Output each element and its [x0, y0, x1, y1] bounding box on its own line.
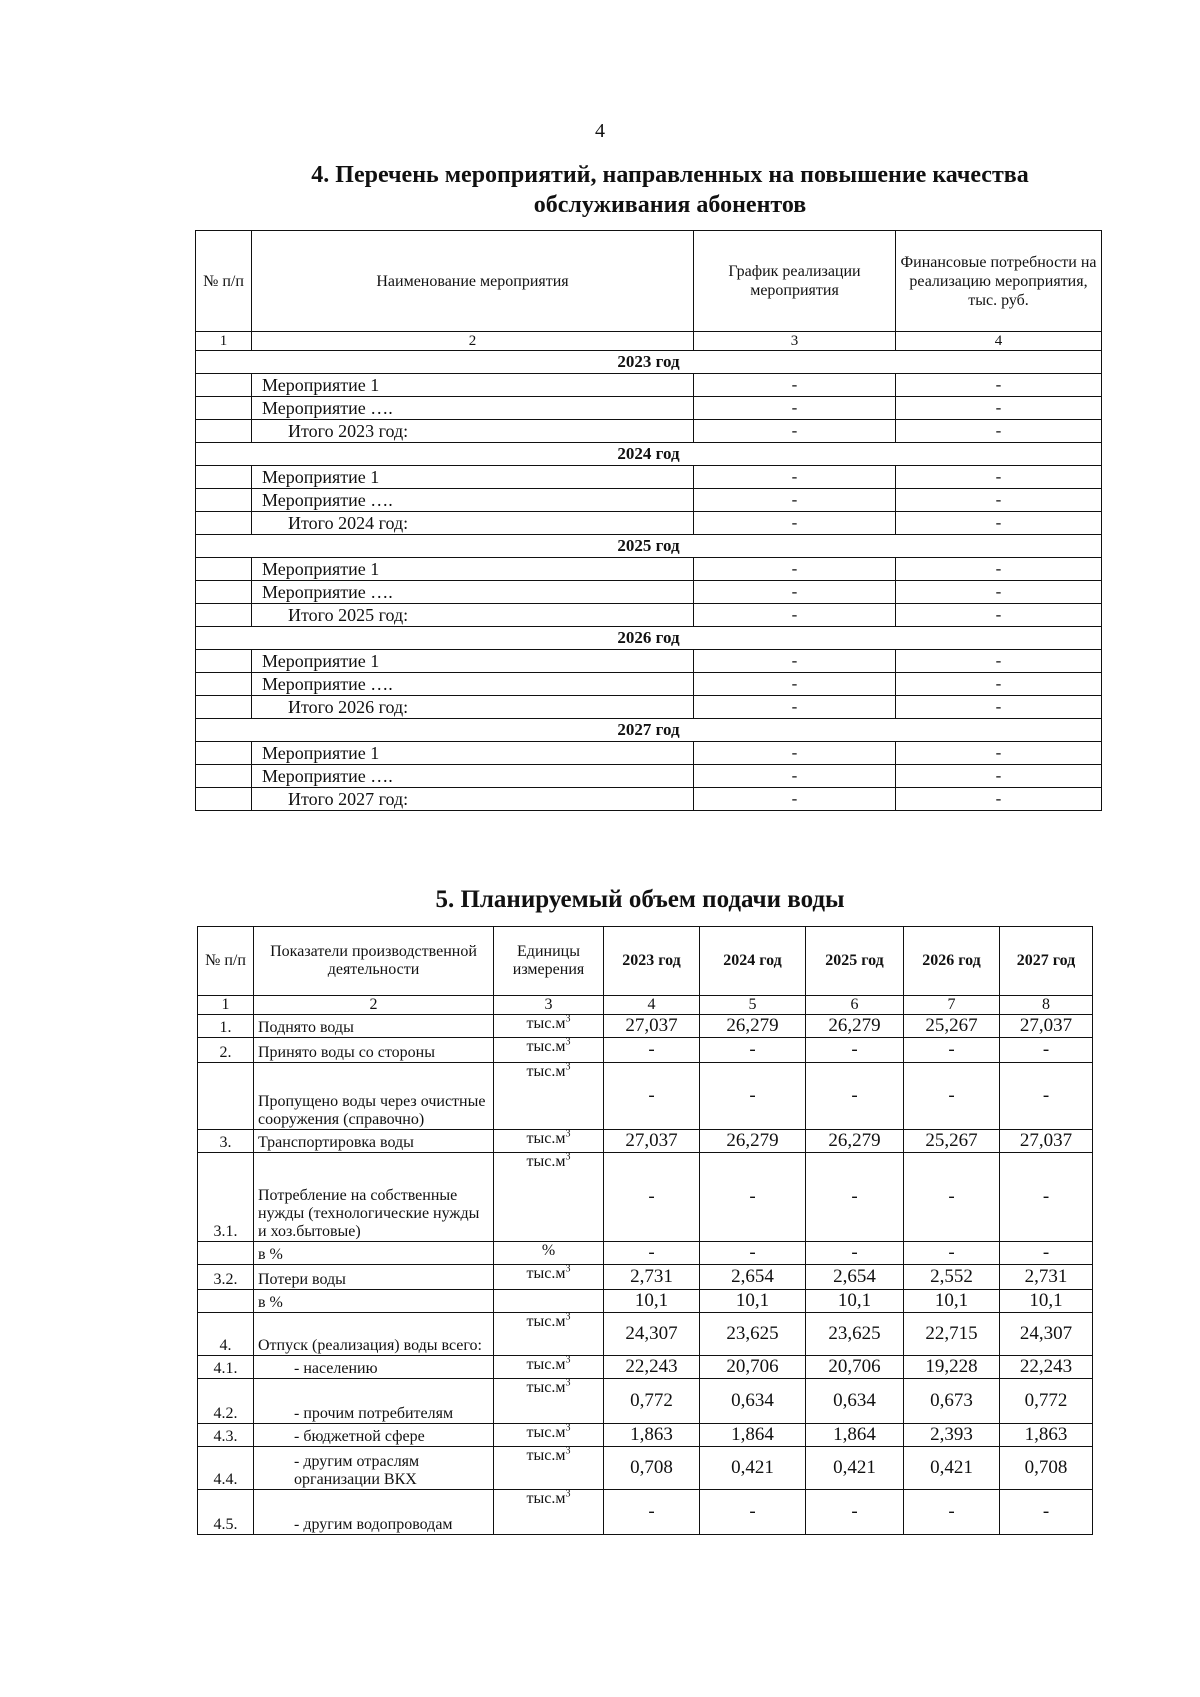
- table-row: [198, 1265, 1093, 1290]
- measure-name: Мероприятие 1: [252, 650, 694, 673]
- indicator-name: Отпуск (реализация) воды всего:: [254, 1313, 494, 1356]
- indicator-name: Принято воды со стороны: [254, 1038, 494, 1063]
- header-cell: 2023 год: [604, 927, 700, 996]
- value-cell: 27,037: [604, 1130, 700, 1153]
- value-cell: -: [806, 1153, 904, 1242]
- column-numbers-row: [198, 996, 1093, 1015]
- finance-cell: -: [896, 650, 1102, 673]
- value-cell: 10,1: [904, 1290, 1000, 1313]
- value-cell: 1,864: [806, 1424, 904, 1447]
- value-cell: -: [604, 1063, 700, 1130]
- unit-cell: $тыс.м^3$: [494, 1130, 604, 1153]
- column-number: 8: [1000, 996, 1093, 1015]
- value-cell: -: [700, 1490, 806, 1535]
- table-row: [196, 765, 1102, 788]
- value-cell: 10,1: [1000, 1290, 1093, 1313]
- indicator-name: Поднято воды: [254, 1015, 494, 1038]
- measure-name: Мероприятие 1: [252, 742, 694, 765]
- value-cell: -: [604, 1490, 700, 1535]
- table-row: [196, 673, 1102, 696]
- row-number: [198, 1242, 254, 1265]
- table-row: [198, 1379, 1093, 1424]
- total-row: [196, 512, 1102, 535]
- section4-title: 4. Перечень мероприятий, направленных на повышение качества обслуживания абонентов: [311, 162, 1029, 218]
- value-cell: -: [1000, 1490, 1093, 1535]
- measures-table: [195, 230, 1102, 811]
- value-cell: -: [604, 1242, 700, 1265]
- unit-superscript: 3: [565, 1422, 571, 1434]
- finance-cell: -: [896, 742, 1102, 765]
- schedule-cell: -: [694, 512, 896, 535]
- value-cell: 2,654: [806, 1265, 904, 1290]
- value-cell: -: [700, 1038, 806, 1063]
- value-cell: 27,037: [1000, 1130, 1093, 1153]
- value-cell: 1,863: [604, 1424, 700, 1447]
- value-cell: -: [700, 1242, 806, 1265]
- year-label: 2026 год: [196, 627, 1102, 650]
- row-number: 2.: [198, 1038, 254, 1063]
- row-number: 4.2.: [198, 1379, 254, 1424]
- unit-superscript: 3: [565, 1061, 571, 1073]
- schedule-cell: -: [694, 696, 896, 719]
- value-cell: 22,243: [604, 1356, 700, 1379]
- value-cell: 26,279: [700, 1015, 806, 1038]
- table-row: [196, 374, 1102, 397]
- header-cell: 2024 год: [700, 927, 806, 996]
- value-cell: 10,1: [604, 1290, 700, 1313]
- water-supply-table: [197, 926, 1093, 1535]
- schedule-cell: -: [694, 650, 896, 673]
- schedule-cell: -: [694, 673, 896, 696]
- total-label: Итого 2027 год:: [252, 788, 694, 811]
- finance-cell: -: [896, 466, 1102, 489]
- unit-cell: $тыс.м^3$: [494, 1015, 604, 1038]
- schedule-cell: -: [694, 581, 896, 604]
- year-label: 2024 год: [196, 443, 1102, 466]
- table-row: [196, 397, 1102, 420]
- row-number: 4.1.: [198, 1356, 254, 1379]
- row-number: [196, 420, 252, 443]
- schedule-cell: -: [694, 397, 896, 420]
- schedule-cell: -: [694, 558, 896, 581]
- value-cell: 24,307: [604, 1313, 700, 1356]
- finance-cell: -: [896, 765, 1102, 788]
- value-cell: 20,706: [700, 1356, 806, 1379]
- value-cell: 0,673: [904, 1379, 1000, 1424]
- column-numbers-row: [196, 332, 1102, 351]
- table-row: [196, 558, 1102, 581]
- table-row: [196, 489, 1102, 512]
- row-number: [198, 1063, 254, 1130]
- column-number: 7: [904, 996, 1000, 1015]
- header-cell: Показатели производственной деятельности: [254, 927, 494, 996]
- row-number: 3.1.: [198, 1153, 254, 1242]
- table-row: [198, 1063, 1093, 1130]
- total-label: Итого 2026 год:: [252, 696, 694, 719]
- row-number: [196, 512, 252, 535]
- value-cell: -: [904, 1153, 1000, 1242]
- value-cell: 0,634: [806, 1379, 904, 1424]
- value-cell: 0,772: [1000, 1379, 1093, 1424]
- table-row: [196, 581, 1102, 604]
- unit-superscript: 3: [565, 1311, 571, 1323]
- table-row: [198, 1242, 1093, 1265]
- value-cell: 2,393: [904, 1424, 1000, 1447]
- row-number: 4.5.: [198, 1490, 254, 1535]
- value-cell: -: [1000, 1038, 1093, 1063]
- value-cell: 1,864: [700, 1424, 806, 1447]
- value-cell: 22,243: [1000, 1356, 1093, 1379]
- value-cell: 0,772: [604, 1379, 700, 1424]
- page-number: 4: [595, 120, 605, 142]
- value-cell: 2,654: [700, 1265, 806, 1290]
- year-row: [196, 351, 1102, 374]
- unit-cell: [494, 1290, 604, 1313]
- column-number: 2: [254, 996, 494, 1015]
- row-number: [196, 397, 252, 420]
- year-label: 2025 год: [196, 535, 1102, 558]
- value-cell: -: [904, 1490, 1000, 1535]
- table-row: [198, 1447, 1093, 1490]
- row-number: [196, 696, 252, 719]
- value-cell: -: [604, 1038, 700, 1063]
- finance-cell: -: [896, 788, 1102, 811]
- indicator-name: Потребление на собственные нужды (технологические нужды и хоз.бытовые): [254, 1153, 494, 1242]
- measure-name: Мероприятие 1: [252, 558, 694, 581]
- column-number: 1: [198, 996, 254, 1015]
- total-row: [196, 420, 1102, 443]
- table-row: [196, 742, 1102, 765]
- value-cell: 1,863: [1000, 1424, 1093, 1447]
- value-cell: 23,625: [700, 1313, 806, 1356]
- header-cell: Единицы измерения: [494, 927, 604, 996]
- column-number: 3: [694, 332, 896, 351]
- year-label: 2023 год: [196, 351, 1102, 374]
- value-cell: 0,421: [806, 1447, 904, 1490]
- row-number: [196, 466, 252, 489]
- header-cell: № п/п: [198, 927, 254, 996]
- header-cell: Наименование мероприятия: [252, 231, 694, 332]
- value-cell: 0,634: [700, 1379, 806, 1424]
- schedule-cell: -: [694, 742, 896, 765]
- value-cell: 0,708: [604, 1447, 700, 1490]
- value-cell: 24,307: [1000, 1313, 1093, 1356]
- row-number: [196, 489, 252, 512]
- unit-superscript: 3: [565, 1151, 571, 1163]
- table-row: [196, 650, 1102, 673]
- schedule-cell: -: [694, 604, 896, 627]
- header-cell: № п/п: [196, 231, 252, 332]
- year-row: [196, 443, 1102, 466]
- value-cell: 0,421: [700, 1447, 806, 1490]
- row-number: [196, 673, 252, 696]
- unit-cell: $тыс.м^3$: [494, 1265, 604, 1290]
- row-number: [196, 558, 252, 581]
- unit-superscript: 3: [565, 1488, 571, 1500]
- row-number: 4.: [198, 1313, 254, 1356]
- unit-superscript: 3: [565, 1013, 571, 1025]
- unit-superscript: 3: [565, 1036, 571, 1048]
- row-number: [196, 650, 252, 673]
- value-cell: 2,552: [904, 1265, 1000, 1290]
- column-number: 1: [196, 332, 252, 351]
- row-number: 3.: [198, 1130, 254, 1153]
- value-cell: 27,037: [604, 1015, 700, 1038]
- row-number: [196, 604, 252, 627]
- measure-name: Мероприятие ….: [252, 765, 694, 788]
- indicator-name: Пропущено воды через очистные сооружения (справочно): [254, 1063, 494, 1130]
- schedule-cell: -: [694, 374, 896, 397]
- value-cell: -: [806, 1063, 904, 1130]
- value-cell: -: [904, 1063, 1000, 1130]
- value-cell: 27,037: [1000, 1015, 1093, 1038]
- finance-cell: -: [896, 489, 1102, 512]
- row-number: 3.2.: [198, 1265, 254, 1290]
- column-number: 4: [896, 332, 1102, 351]
- row-number: [198, 1290, 254, 1313]
- schedule-cell: -: [694, 489, 896, 512]
- total-row: [196, 604, 1102, 627]
- value-cell: -: [1000, 1153, 1093, 1242]
- total-label: Итого 2024 год:: [252, 512, 694, 535]
- value-cell: 26,279: [806, 1130, 904, 1153]
- schedule-cell: -: [694, 466, 896, 489]
- value-cell: 2,731: [604, 1265, 700, 1290]
- unit-cell: $тыс.м^3$: [494, 1424, 604, 1447]
- schedule-cell: -: [694, 420, 896, 443]
- unit-superscript: 3: [565, 1354, 571, 1366]
- indicator-name: - населению: [254, 1356, 494, 1379]
- value-cell: 23,625: [806, 1313, 904, 1356]
- unit-superscript: 3: [565, 1263, 571, 1275]
- table-row: [198, 1038, 1093, 1063]
- header-cell: 2027 год: [1000, 927, 1093, 996]
- measure-name: Мероприятие ….: [252, 673, 694, 696]
- indicator-name: в %: [254, 1290, 494, 1313]
- value-cell: 26,279: [806, 1015, 904, 1038]
- table-row: [198, 1130, 1093, 1153]
- unit-cell: %: [494, 1242, 604, 1265]
- value-cell: 0,421: [904, 1447, 1000, 1490]
- finance-cell: -: [896, 558, 1102, 581]
- schedule-cell: -: [694, 788, 896, 811]
- table-row: [198, 1313, 1093, 1356]
- finance-cell: -: [896, 512, 1102, 535]
- indicator-name: - другим водопроводам: [254, 1490, 494, 1535]
- year-row: [196, 535, 1102, 558]
- unit-cell: $тыс.м^3$: [494, 1038, 604, 1063]
- unit-superscript: 3: [565, 1128, 571, 1140]
- schedule-cell: -: [694, 765, 896, 788]
- unit-superscript: 3: [565, 1377, 571, 1389]
- value-cell: 25,267: [904, 1015, 1000, 1038]
- table-row: [198, 1490, 1093, 1535]
- unit-cell: $тыс.м^3$: [494, 1447, 604, 1490]
- indicator-name: - прочим потребителям: [254, 1379, 494, 1424]
- value-cell: 20,706: [806, 1356, 904, 1379]
- row-number: [196, 765, 252, 788]
- value-cell: 10,1: [806, 1290, 904, 1313]
- unit-cell: $тыс.м^3$: [494, 1490, 604, 1535]
- table-row: [198, 1290, 1093, 1313]
- table-row: [198, 1153, 1093, 1242]
- column-number: 3: [494, 996, 604, 1015]
- value-cell: -: [904, 1038, 1000, 1063]
- value-cell: 25,267: [904, 1130, 1000, 1153]
- measure-name: Мероприятие 1: [252, 466, 694, 489]
- table-row: [198, 1424, 1093, 1447]
- value-cell: 0,708: [1000, 1447, 1093, 1490]
- finance-cell: -: [896, 374, 1102, 397]
- indicator-name: Потери воды: [254, 1265, 494, 1290]
- value-cell: -: [1000, 1063, 1093, 1130]
- measure-name: Мероприятие ….: [252, 397, 694, 420]
- finance-cell: -: [896, 696, 1102, 719]
- measure-name: Мероприятие 1: [252, 374, 694, 397]
- section5-title: 5. Планируемый объем подачи воды: [435, 886, 845, 913]
- finance-cell: -: [896, 604, 1102, 627]
- column-number: 4: [604, 996, 700, 1015]
- value-cell: -: [806, 1490, 904, 1535]
- unit-cell: $тыс.м^3$: [494, 1153, 604, 1242]
- value-cell: 10,1: [700, 1290, 806, 1313]
- table-row: [198, 1356, 1093, 1379]
- finance-cell: -: [896, 673, 1102, 696]
- table-row: [196, 466, 1102, 489]
- measure-name: Мероприятие ….: [252, 489, 694, 512]
- unit-cell: $тыс.м^3$: [494, 1063, 604, 1130]
- header-cell: График реализации мероприятия: [694, 231, 896, 332]
- header-row: [198, 927, 1093, 996]
- unit-cell: $тыс.м^3$: [494, 1356, 604, 1379]
- row-number: 4.4.: [198, 1447, 254, 1490]
- indicator-name: - другим отраслям организации ВКХ: [254, 1447, 494, 1490]
- header-cell: 2026 год: [904, 927, 1000, 996]
- value-cell: -: [806, 1038, 904, 1063]
- value-cell: -: [700, 1063, 806, 1130]
- value-cell: -: [904, 1242, 1000, 1265]
- value-cell: -: [1000, 1242, 1093, 1265]
- column-number: 2: [252, 332, 694, 351]
- row-number: [196, 581, 252, 604]
- measure-name: Мероприятие ….: [252, 581, 694, 604]
- indicator-name: Транспортировка воды: [254, 1130, 494, 1153]
- unit-cell: $тыс.м^3$: [494, 1379, 604, 1424]
- row-number: 4.3.: [198, 1424, 254, 1447]
- column-number: 5: [700, 996, 806, 1015]
- row-number: [196, 374, 252, 397]
- row-number: [196, 742, 252, 765]
- value-cell: 19,228: [904, 1356, 1000, 1379]
- value-cell: 22,715: [904, 1313, 1000, 1356]
- finance-cell: -: [896, 420, 1102, 443]
- header-cell: 2025 год: [806, 927, 904, 996]
- total-row: [196, 788, 1102, 811]
- value-cell: -: [806, 1242, 904, 1265]
- total-row: [196, 696, 1102, 719]
- header-row: [196, 231, 1102, 332]
- value-cell: 2,731: [1000, 1265, 1093, 1290]
- indicator-name: - бюджетной сфере: [254, 1424, 494, 1447]
- year-label: 2027 год: [196, 719, 1102, 742]
- indicator-name: в %: [254, 1242, 494, 1265]
- row-number: 1.: [198, 1015, 254, 1038]
- header-cell: Финансовые потребности на реализацию мероприятия, тыс. руб.: [896, 231, 1102, 332]
- value-cell: 26,279: [700, 1130, 806, 1153]
- value-cell: -: [604, 1153, 700, 1242]
- table-row: [198, 1015, 1093, 1038]
- finance-cell: -: [896, 397, 1102, 420]
- finance-cell: -: [896, 581, 1102, 604]
- column-number: 6: [806, 996, 904, 1015]
- total-label: Итого 2025 год:: [252, 604, 694, 627]
- year-row: [196, 719, 1102, 742]
- value-cell: -: [700, 1153, 806, 1242]
- unit-superscript: 3: [565, 1445, 571, 1457]
- unit-cell: $тыс.м^3$: [494, 1313, 604, 1356]
- total-label: Итого 2023 год:: [252, 420, 694, 443]
- year-row: [196, 627, 1102, 650]
- row-number: [196, 788, 252, 811]
